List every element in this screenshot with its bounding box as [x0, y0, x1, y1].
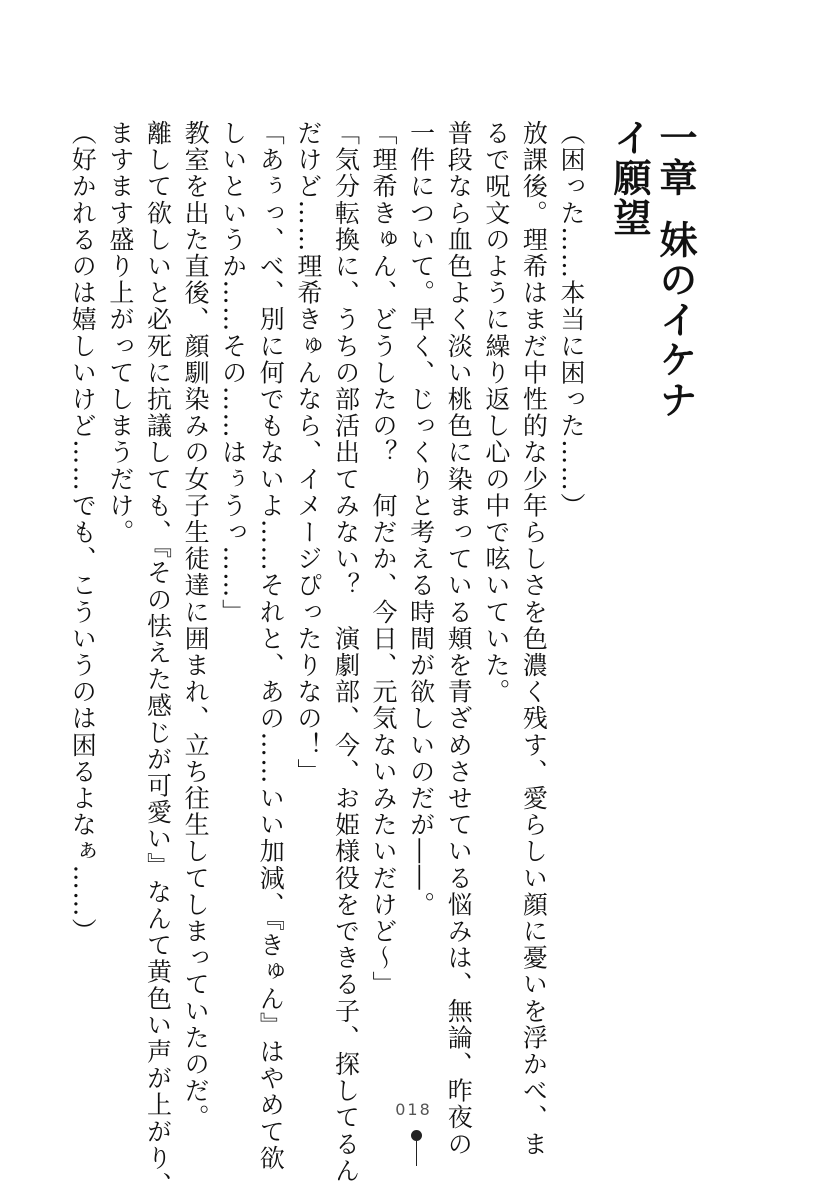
paragraph-line: 離して欲しいと必死に抗議しても、『その怯えた感じが可愛い』なんて黄色い声が上がり、 — [143, 120, 173, 1198]
paragraph-line: 教室を出た直後、顔馴染みの女子生徒達に囲まれ、立ち往生してしまっていたのだ。 — [181, 120, 211, 1131]
page-number: 018 — [395, 1100, 432, 1119]
paragraph-line: 「理希きゅん、どうしたの？ 何だか、今日、元気ないみたいだけど～」 — [369, 120, 399, 998]
chapter-heading — [607, 118, 698, 458]
paragraph-line: しいというか……その……はぅうっ……」 — [218, 120, 248, 626]
paragraph-line: 「あぅっ、べ、別に何でもないよ……それと、あの……いい加減、『きゅん』はやめて欲 — [256, 120, 286, 1172]
paragraph-line: るで呪文のように繰り返し心の中で呟いていた。 — [481, 120, 511, 706]
paragraph-line: だけど……理希きゅんなら、イメージぴったりなの！」 — [293, 120, 323, 785]
chapter-title-text: 妹のイケナイ願望 — [607, 118, 697, 420]
paragraph-line: 放課後。理希はまだ中性的な少年らしさを色濃く残す、愛らしい顔に憂いを浮かべ、ま — [519, 120, 549, 1158]
paragraph-line: 普段なら血色よく淡い桃色に染まっている頬を青ざめさせている悩みは、無論、昨夜の — [444, 120, 474, 1158]
paragraph-line: （困った……本当に困った……） — [557, 120, 586, 519]
folio-line-ornament — [416, 1141, 417, 1166]
chapter-number: 一章 — [653, 118, 697, 198]
paragraph-line: ますます盛り上がってしまうだけ。 — [105, 120, 135, 546]
folio-dot-ornament — [411, 1130, 422, 1141]
paragraph-line: 一件について。早く、じっくりと考える時間が欲しいのだが――。 — [406, 120, 436, 918]
paragraph-line: 「気分転換に、うちの部活出てみない？ 演劇部、今、お姫様役をできる子、探してるん — [331, 120, 361, 1184]
paragraph-line: （好かれるのは嬉しいけど……でも、こういうのは困るよなぁ……） — [68, 120, 98, 945]
